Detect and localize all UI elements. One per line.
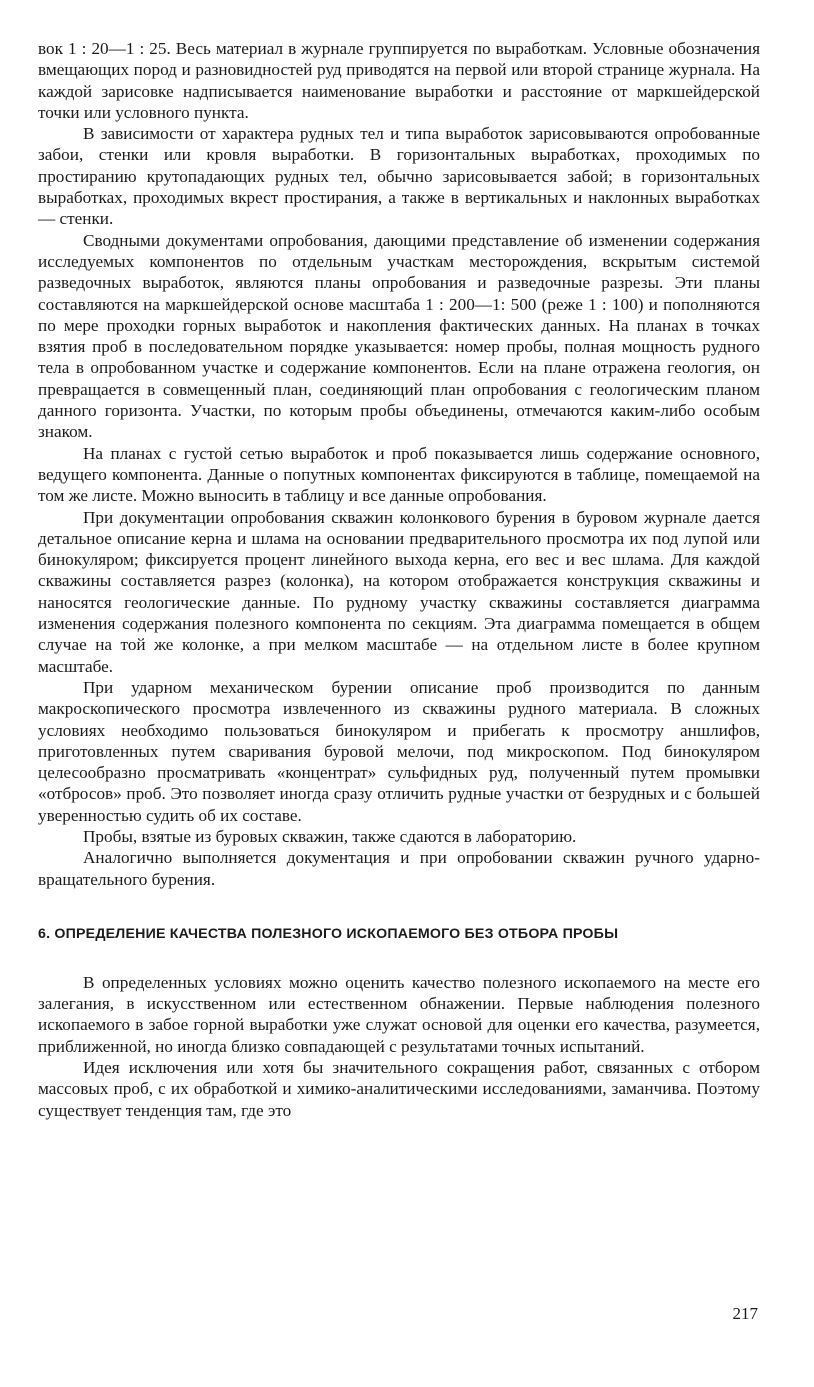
paragraph: Идея исключения или хотя бы значительного сокращения работ, связанных с отбором массовых проб, с их обработкой и химико-аналитическими исследованиями, заманчива. Поэтому существует тенденция там, где это (38, 1058, 760, 1120)
paragraph: Пробы, взятые из буровых скважин, также сдаются в лабораторию. (83, 826, 577, 846)
paragraph: В определенных условиях можно оценить качество полезного ископаемого на месте его залегания, в искусственном или естественном обнажении. Первые наблюдения полезного ископаемого в забое горной выработки уже служат основой для оценки его качества, разумеется, приближенной, но иногда близко совпадающей с результатами точных испытаний. (38, 972, 760, 1056)
paragraph: В зависимости от характера рудных тел и типа выработок зарисовываются опробованные забои, стенки или кровля выработки. В горизонтальных выработках, проходимых по простиранию крутопадающих рудных тел, обычно зарисовывается забой; в горизонтальных выработках, проходимых вкрест простирания, а также в вертикальных и наклонных выработках — стенки. (38, 124, 760, 229)
section-heading: 6. ОПРЕДЕЛЕНИЕ КАЧЕСТВА ПОЛЕЗНОГО ИСКОПАЕМОГО БЕЗ ОТБОРА ПРОБЫ (38, 925, 619, 942)
document-page (38, 38, 760, 1121)
page-number: 217 (732, 1304, 758, 1323)
paragraph-continuation: вок 1 : 20—1 : 25. Весь материал в журнале группируется по выработкам. Условные обозначения вмещающих пород и разновидностей руд приводятся на первой или второй странице журнала. На каждой зарисовке надписывается наименование выработки и расстояние от маркшейдерской точки или условного пункта. (38, 39, 760, 122)
paragraph: Сводными документами опробования, дающими представление об изменении содержания исследуемых компонентов по отдельным участкам месторождения, вскрытым системой разведочных выработок, являются планы опробования и разведочные разрезы. Эти планы составляются на маркшейдерской основе масштаба 1 : 200—1: 500 (реже 1 : 100) и пополняются по мере проходки горных выработок и накопления фактических данных. На планах в точках взятия проб в последовательном порядке указывается: номер пробы, полная мощность рудного тела в опробованном участке и содержание компонентов. Если на плане отражена геология, он превращается в совмещенный план, соединяющий план опробования с геологическим планом данного горизонта. Участки, по которым пробы объединены, отмечаются каким-либо особым знаком. (38, 230, 760, 442)
paragraph: При документации опробования скважин колонкового бурения в буровом журнале дается детальное описание керна и шлама на основании предварительного просмотра их под лупой или бинокуляром; фиксируется процент линейного выхода керна, его вес и вес шлама. Для каждой скважины составляется разрез (колонка), на котором отображается конструкция скважины и наносятся геологические данные. По рудному участку скважины составляется диаграмма изменения содержания полезного компонента по секциям. Эта диаграмма помещается в общем случае на той же колонке, а при мелком масштабе — на отдельном листе в более крупном масштабе. (38, 507, 760, 676)
paragraph: Аналогично выполняется документация и при опробовании скважин ручного ударно-вращательного бурения. (38, 848, 760, 889)
paragraph: При ударном механическом бурении описание проб производится по данным макроскопического просмотра извлеченного из скважины рудного материала. В сложных условиях необходимо пользоваться бинокуляром и прибегать к просмотру аншлифов, приготовленных путем сваривания буровой мелочи, под микроскопом. Под бинокуляром целесообразно просматривать «концентрат» сульфидных руд, полученный путем промывки «отбросов» проб. Это позволяет иногда сразу отличить рудные участки от безрудных и с большей уверенностью судить об их составе. (38, 677, 760, 825)
paragraph: На планах с густой сетью выработок и проб показывается лишь содержание основного, ведущего компонента. Данные о попутных компонентах фиксируются в таблице, помещаемой на том же листе. Можно выносить в таблицу и все данные опробования. (38, 443, 760, 506)
